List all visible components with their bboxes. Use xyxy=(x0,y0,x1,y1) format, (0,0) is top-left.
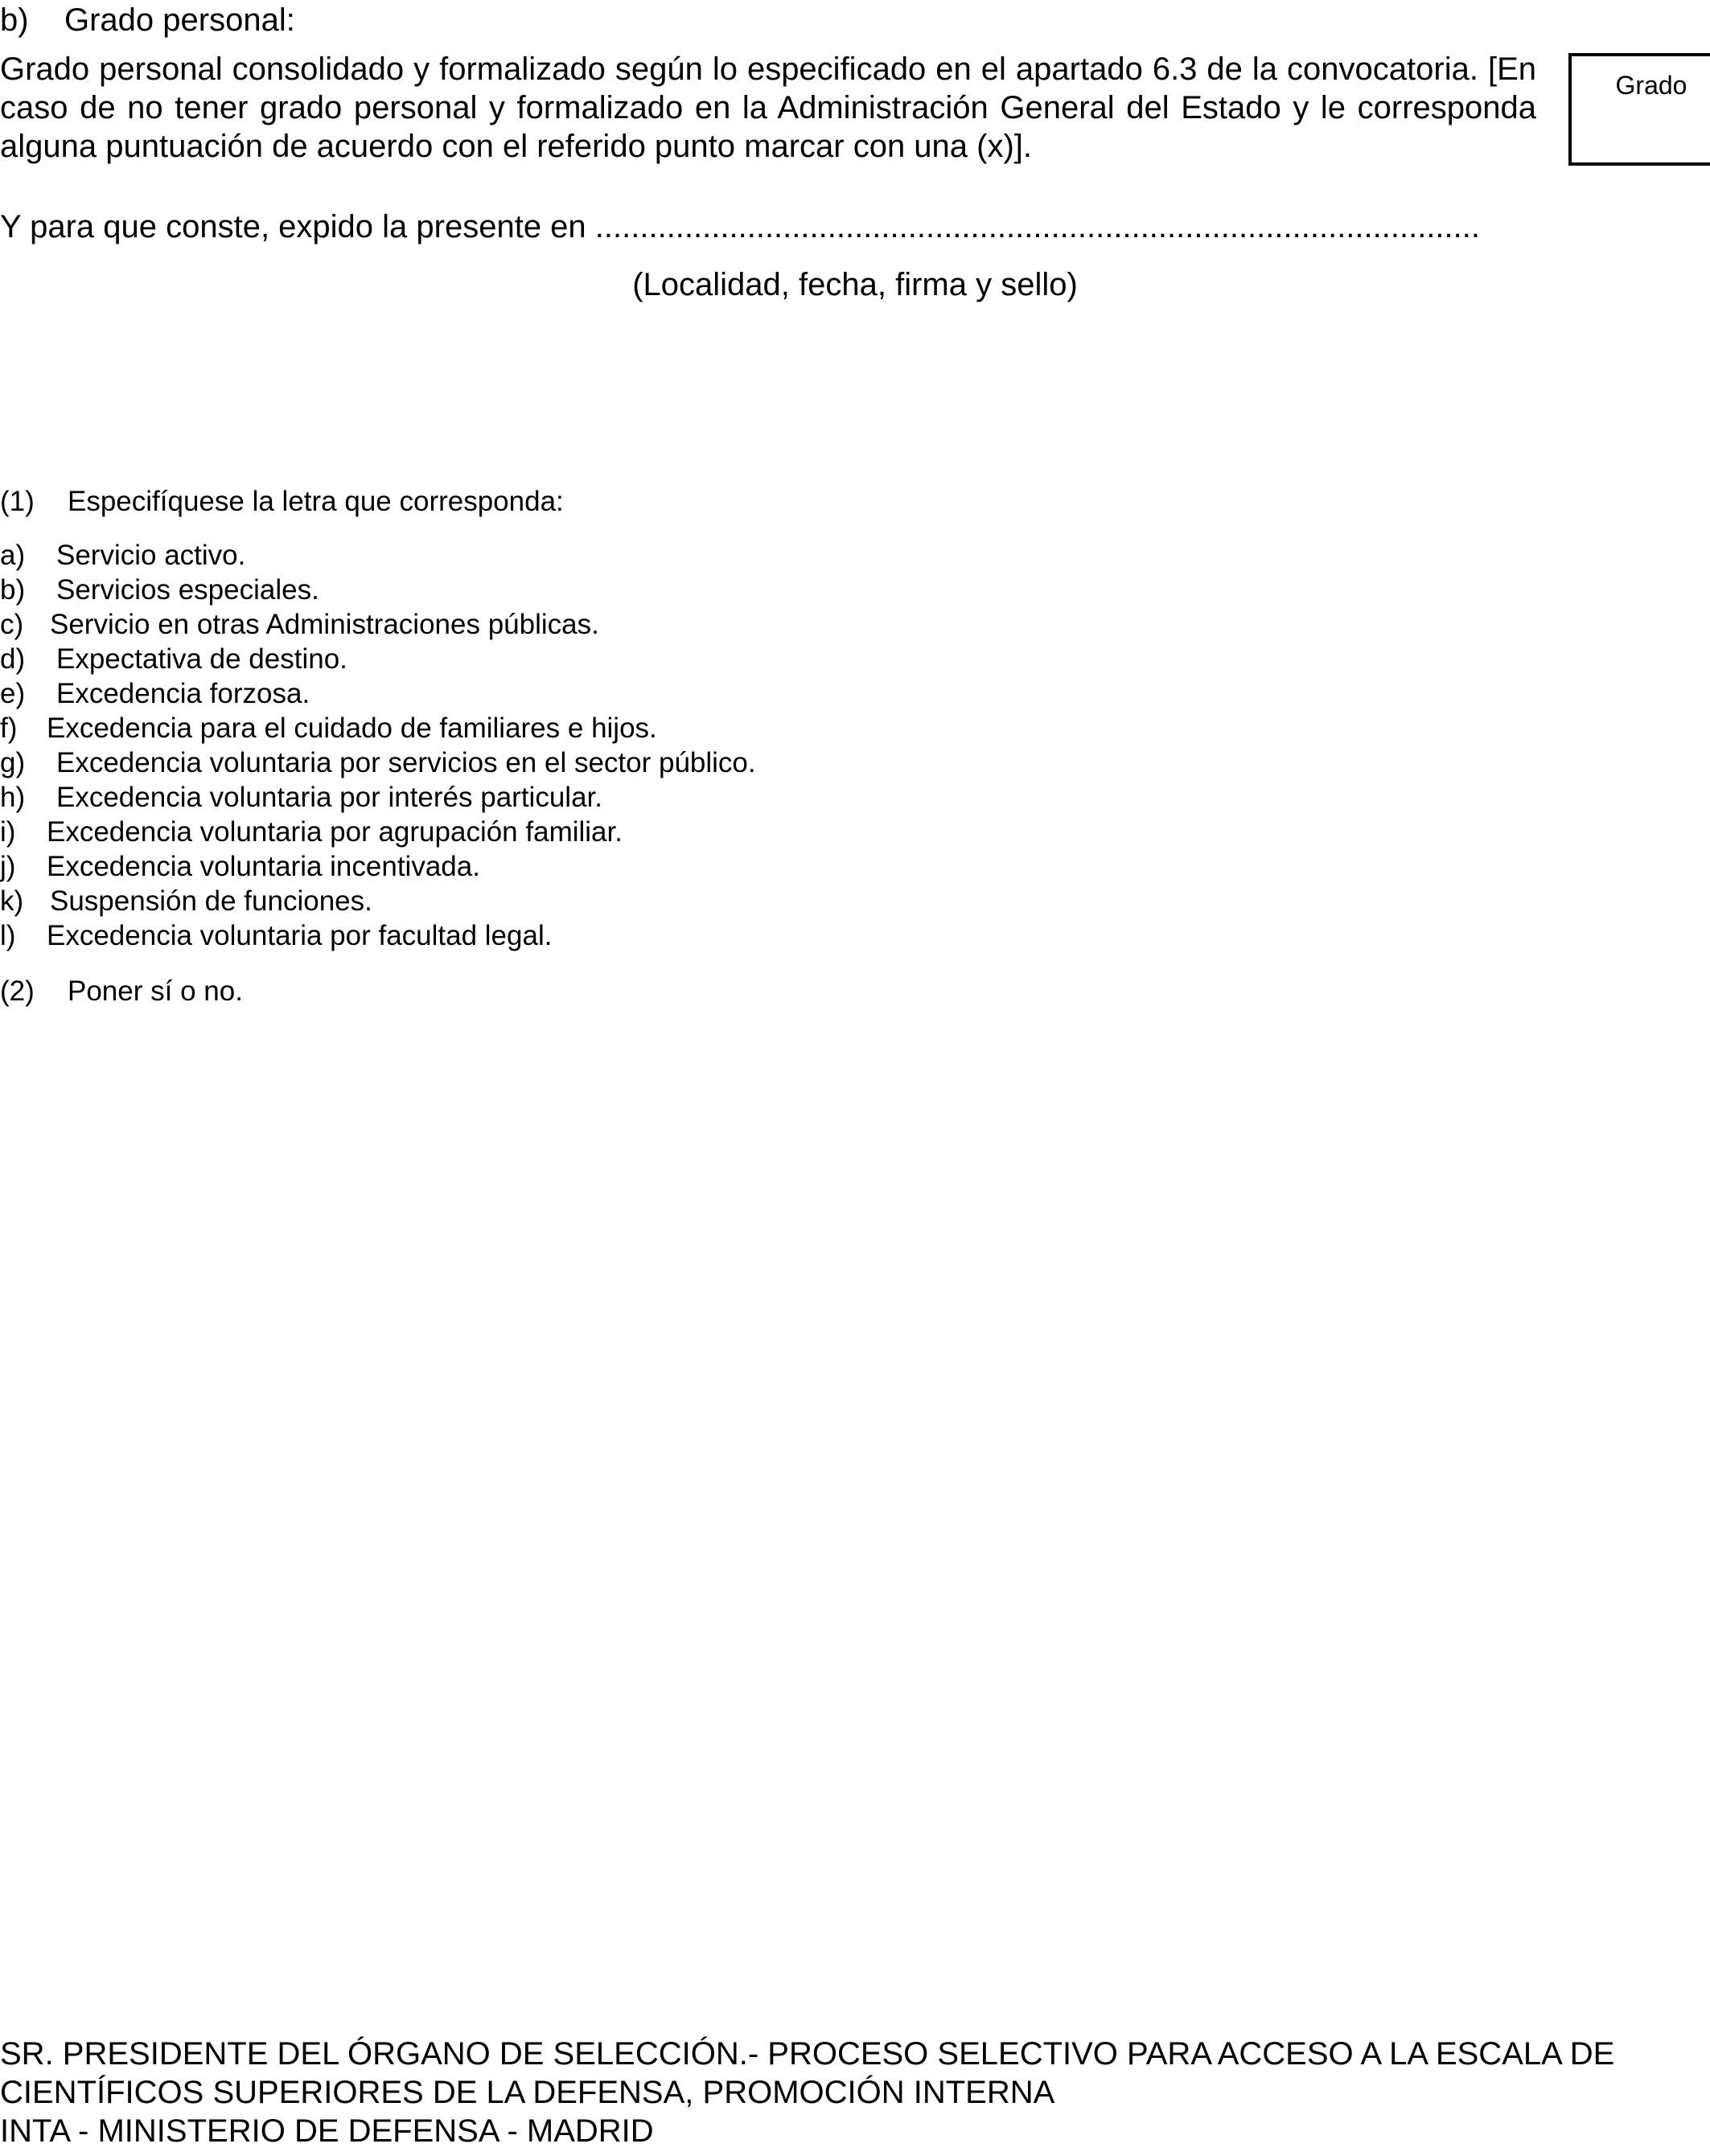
list-item-text: Excedencia para el cuidado de familiares e hijos. xyxy=(47,713,657,744)
list-item-letter: g) xyxy=(0,747,26,778)
list-item xyxy=(0,538,756,573)
list-item-text: Excedencia voluntaria por interés particular. xyxy=(56,782,602,813)
list-item-letter: i) xyxy=(0,816,16,848)
list-item xyxy=(0,676,756,711)
list-item xyxy=(0,607,756,642)
section-letter: b) xyxy=(0,2,29,38)
list-item xyxy=(0,780,756,815)
list-item-letter: a) xyxy=(0,540,26,571)
footer-line-1: SR. PRESIDENTE DEL ÓRGANO DE SELECCIÓN.- PROCESO SELECTIVO PARA ACCESO A LA ESCALA DE xyxy=(0,2036,1615,2072)
list-item-letter: f) xyxy=(0,713,18,744)
list-item xyxy=(0,815,756,849)
list-item-letter: d) xyxy=(0,643,26,675)
expido-line: Y para que conste, expido la presente en ................................................................................................... xyxy=(0,209,1480,244)
footnote-2-text: Poner sí o no. xyxy=(68,975,243,1007)
signature-caption: (Localidad, fecha, firma y sello) xyxy=(632,267,1078,302)
list-item xyxy=(0,711,756,745)
footnote-2-number: (2) xyxy=(0,975,35,1007)
list-item-text: Excedencia voluntaria incentivada. xyxy=(47,851,480,882)
list-item-text: Excedencia voluntaria por facultad legal. xyxy=(47,920,553,951)
list-item xyxy=(0,884,756,918)
section-heading xyxy=(0,2,295,39)
list-item-text: Expectativa de destino. xyxy=(56,643,347,675)
list-item-text: Excedencia voluntaria por servicios en el sector público. xyxy=(56,747,756,778)
grado-checkbox[interactable] xyxy=(1568,53,1710,166)
list-item-letter: b) xyxy=(0,574,26,606)
paragraph-line-1: Grado personal consolidado y formalizado según lo especificado en el apartado 6.3 de la convocatoria. xyxy=(0,51,1478,87)
list-item xyxy=(0,849,756,884)
list-item xyxy=(0,745,756,780)
list-item-letter: k) xyxy=(0,885,24,917)
list-item-letter: l) xyxy=(0,920,16,951)
list-item-letter: h) xyxy=(0,782,26,813)
list-item xyxy=(0,573,756,607)
situations-list xyxy=(0,538,756,953)
list-item-letter: j) xyxy=(0,851,16,882)
footnote-2 xyxy=(0,975,243,1008)
list-item-letter: c) xyxy=(0,609,24,640)
footnote-1-text: Especifíquese la letra que corresponda: xyxy=(68,486,564,517)
list-item xyxy=(0,918,756,953)
list-item-text: Servicio en otras Administraciones públicas. xyxy=(50,609,599,640)
footnote-1 xyxy=(0,485,564,519)
footer-line-3: INTA - MINISTERIO DE DEFENSA - MADRID xyxy=(0,2113,654,2149)
list-item-text: Servicios especiales. xyxy=(56,574,319,606)
grado-paragraph xyxy=(0,50,1536,166)
list-item-letter: e) xyxy=(0,678,26,709)
list-item xyxy=(0,642,756,676)
footer-addressee xyxy=(0,2035,1614,2150)
footer-line-2: CIENTÍFICOS SUPERIORES DE LA DEFENSA, PROMOCIÓN INTERNA xyxy=(0,2075,1055,2110)
section-title: Grado personal: xyxy=(64,2,295,38)
paragraph-line-2: [En caso de no tener grado personal y formalizado en la Administración General del Estado y le corresponda alguna puntuación de acuerdo con el referido punto marcar con una (x)]. xyxy=(0,51,1536,164)
list-item-text: Excedencia forzosa. xyxy=(56,678,310,709)
list-item-text: Suspensión de funciones. xyxy=(50,885,372,917)
list-item-text: Excedencia voluntaria por agrupación familiar. xyxy=(47,816,623,848)
footnote-1-number: (1) xyxy=(0,486,35,517)
list-item-text: Servicio activo. xyxy=(56,540,246,571)
grado-box-label: Grado xyxy=(1615,71,1687,100)
